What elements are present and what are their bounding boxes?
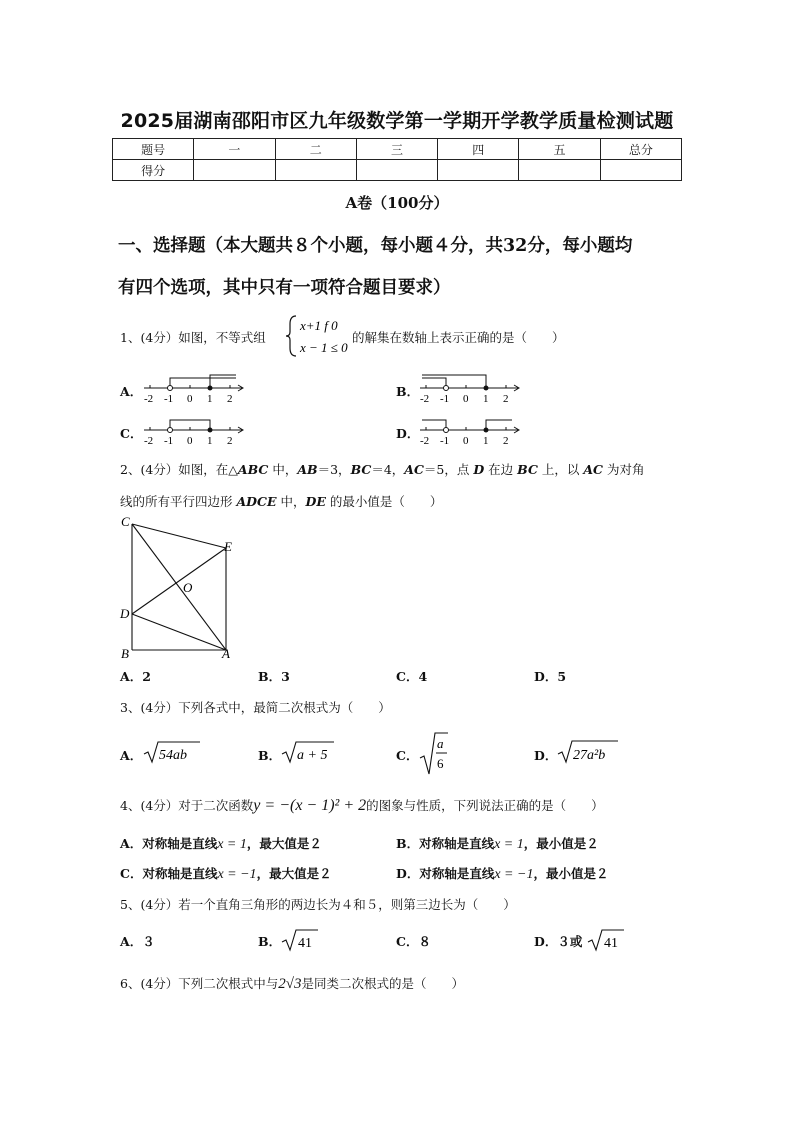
point-label-e: E [224,539,232,554]
q2-text: 中， [276,494,306,509]
q2-var: ABC [237,462,269,477]
q5-radicand-d: 41 [604,936,618,951]
q3-option-c[interactable]: C． [396,748,419,763]
q2-var: ADCE [236,494,277,509]
score-cell[interactable] [356,160,437,181]
q5-option-d[interactable]: D．３或 [534,934,583,949]
tick-label: -2 [144,435,154,447]
section-heading-line2: 有四个选项，其中只有一项符合题目要求） [118,278,451,298]
q1-system-line2: x − 1 ≤ 0 [300,340,348,355]
q3-radicand-d: 27a²b [573,748,606,763]
q2-option-c[interactable]: C．4 [396,669,428,684]
q2-var: AB [297,462,318,477]
tick-label: 2 [227,435,233,447]
tick-label: -1 [440,435,450,447]
tick-label: -2 [420,393,430,405]
q2-text: 上，以 [537,462,584,477]
q1-option-a[interactable]: A． [120,384,143,399]
q6-prefix: 6、(4分）下列二次根式中与 [120,976,279,991]
tick-label: 0 [463,393,469,405]
q4-option-d[interactable] [396,864,608,883]
q4-option-a[interactable] [120,834,322,853]
q4-option-tail: ，最大值是２ [246,836,322,851]
q2-option-a[interactable]: A．2 [120,669,151,684]
tick-label: -1 [164,435,174,447]
q1-system-line1: x+1 f 0 [300,318,338,333]
tick-label: 2 [503,393,509,405]
q1-option-b[interactable]: B． [396,384,420,399]
point-label-b: B [121,646,129,661]
tick-label: -1 [440,393,450,405]
question-6 [120,974,464,993]
section-heading-line1: 一、选择题（本大题共８个小题，每小题４分，共32分，每小题均 [118,236,633,256]
score-header-cell: 二 [275,139,356,160]
tick-label: 1 [207,393,213,405]
score-header-cell: 三 [356,139,437,160]
question-4 [120,796,604,815]
q3-option-a[interactable]: A． [120,748,143,763]
q5-option-c[interactable]: C．８ [396,934,431,949]
q4-option-eq: x = 1 [217,837,247,852]
q4-option-tail: ，最小值是２ [533,866,609,881]
score-cell[interactable] [275,160,356,181]
point-label-a: A [222,646,230,661]
q4-option-tail: ，最小值是２ [523,836,599,851]
q2-var: DE [305,494,326,509]
q2-text: 2、(4分）如图，在△ [120,462,238,477]
q4-option-eq: x = 1 [494,837,524,852]
tick-label: -1 [164,393,174,405]
score-cell[interactable] [194,160,275,181]
q1-option-c[interactable]: C． [120,426,143,441]
paper-subtitle: A卷（100分） [345,194,449,212]
point-label-o: O [183,580,193,595]
q2-text: ＝3， [317,462,351,477]
q4-suffix: 的图象与性质，下列说法正确的是（ ） [366,798,604,813]
q3-radical-c [418,730,450,776]
q4-option-label: D．对称轴是直线 [396,866,495,881]
q2-var: AC [404,462,424,477]
q2-text: 的最小值是（ ） [325,494,443,509]
question-3: 3、(4分）下列各式中，最简二次根式为（ ） [120,700,391,715]
score-header-cell: 五 [519,139,600,160]
q3-radical-d [556,736,620,766]
q6-expression: 2√3 [278,976,302,992]
score-row-label: 得分 [113,160,194,181]
question-1 [120,328,266,346]
tick-label: 1 [483,393,489,405]
q4-option-b[interactable] [396,834,599,853]
q2-text: ＝4， [371,462,405,477]
q3-radicand-a: 54ab [159,748,187,763]
q2-text: 在边 [484,462,518,477]
q4-option-tail: ，最大值是２ [256,866,332,881]
q5-radicand-b: 41 [298,936,312,951]
q3-fraction-denominator: 6 [437,756,444,771]
score-table-score-row [113,160,682,181]
score-cell[interactable] [519,160,600,181]
question-2-line1 [120,460,645,478]
q4-prefix: 4、(4分）对于二次函数 [120,798,254,813]
point-label-c: C [121,514,130,529]
q4-option-c[interactable] [120,864,332,883]
q4-option-eq: x = −1 [217,867,257,882]
q6-suffix: 是同类二次根式的是（ ） [301,976,465,991]
q4-option-label: A．对称轴是直线 [120,836,218,851]
q2-text: 中， [268,462,298,477]
tick-label: 0 [187,393,193,405]
q3-option-d[interactable]: D． [534,748,558,763]
q2-var: D [473,462,485,477]
tick-label: -2 [420,435,430,447]
q3-option-b[interactable]: B． [258,748,282,763]
q1-option-d[interactable]: D． [396,426,420,441]
q2-var: BC [350,462,372,477]
q4-formula: y = −(x − 1)² + 2 [253,797,367,814]
tick-label: 1 [207,435,213,447]
tick-label: 2 [503,435,509,447]
score-header-cell: 总分 [600,139,681,160]
score-table [112,138,682,181]
q2-geometry-figure [114,512,244,662]
question-2-line2 [120,492,442,510]
q1-suffix: 的解集在数轴上表示正确的是（ ） [352,330,565,345]
q2-var: AC [583,462,604,477]
exam-title: 2025届湖南邵阳市区九年级数学第一学期开学教学质量检测试题 [120,110,674,132]
tick-label: -2 [144,393,154,405]
q2-var: BC [517,462,538,477]
q1-numberline-c [140,414,250,448]
q2-option-b[interactable]: B．3 [258,669,290,684]
score-header-cell: 题号 [113,139,194,160]
q4-option-label: B．对称轴是直线 [396,836,495,851]
q3-fraction-numerator: a [437,736,444,751]
q2-text: 线的所有平行四边形 [120,494,237,509]
q1-inequality-system [286,312,356,360]
q2-text: 为对角 [603,462,645,477]
q1-numberline-d [416,414,526,448]
question-5: 5、(4分）若一个直角三角形的两边长为４和５，则第三边长为（ ） [120,897,516,912]
score-table-header-row [113,139,682,160]
q4-option-eq: x = −1 [494,867,534,882]
q1-numberline-b [416,372,526,406]
score-header-cell: 一 [194,139,275,160]
score-cell[interactable] [600,160,681,181]
q3-radicand-b: a + 5 [297,748,328,763]
q3-radical-a [142,738,202,766]
q5-option-a[interactable]: A．３ [120,934,155,949]
score-cell[interactable] [438,160,519,181]
q4-option-label: C．对称轴是直线 [120,866,218,881]
q1-numberline-a [140,372,250,406]
q2-option-d[interactable]: D．5 [534,669,567,684]
q1-prefix: 1、(4分）如图，不等式组 [120,330,266,345]
tick-label: 2 [227,393,233,405]
tick-label: 1 [483,435,489,447]
tick-label: 0 [463,435,469,447]
tick-label: 0 [187,435,193,447]
q5-radical-b [280,926,320,954]
score-header-cell: 四 [438,139,519,160]
q3-radical-b [280,738,336,766]
q2-text: ＝5，点 [423,462,474,477]
point-label-d: D [120,606,130,621]
q5-radical-d [586,926,626,954]
q5-option-b[interactable]: B． [258,934,282,949]
